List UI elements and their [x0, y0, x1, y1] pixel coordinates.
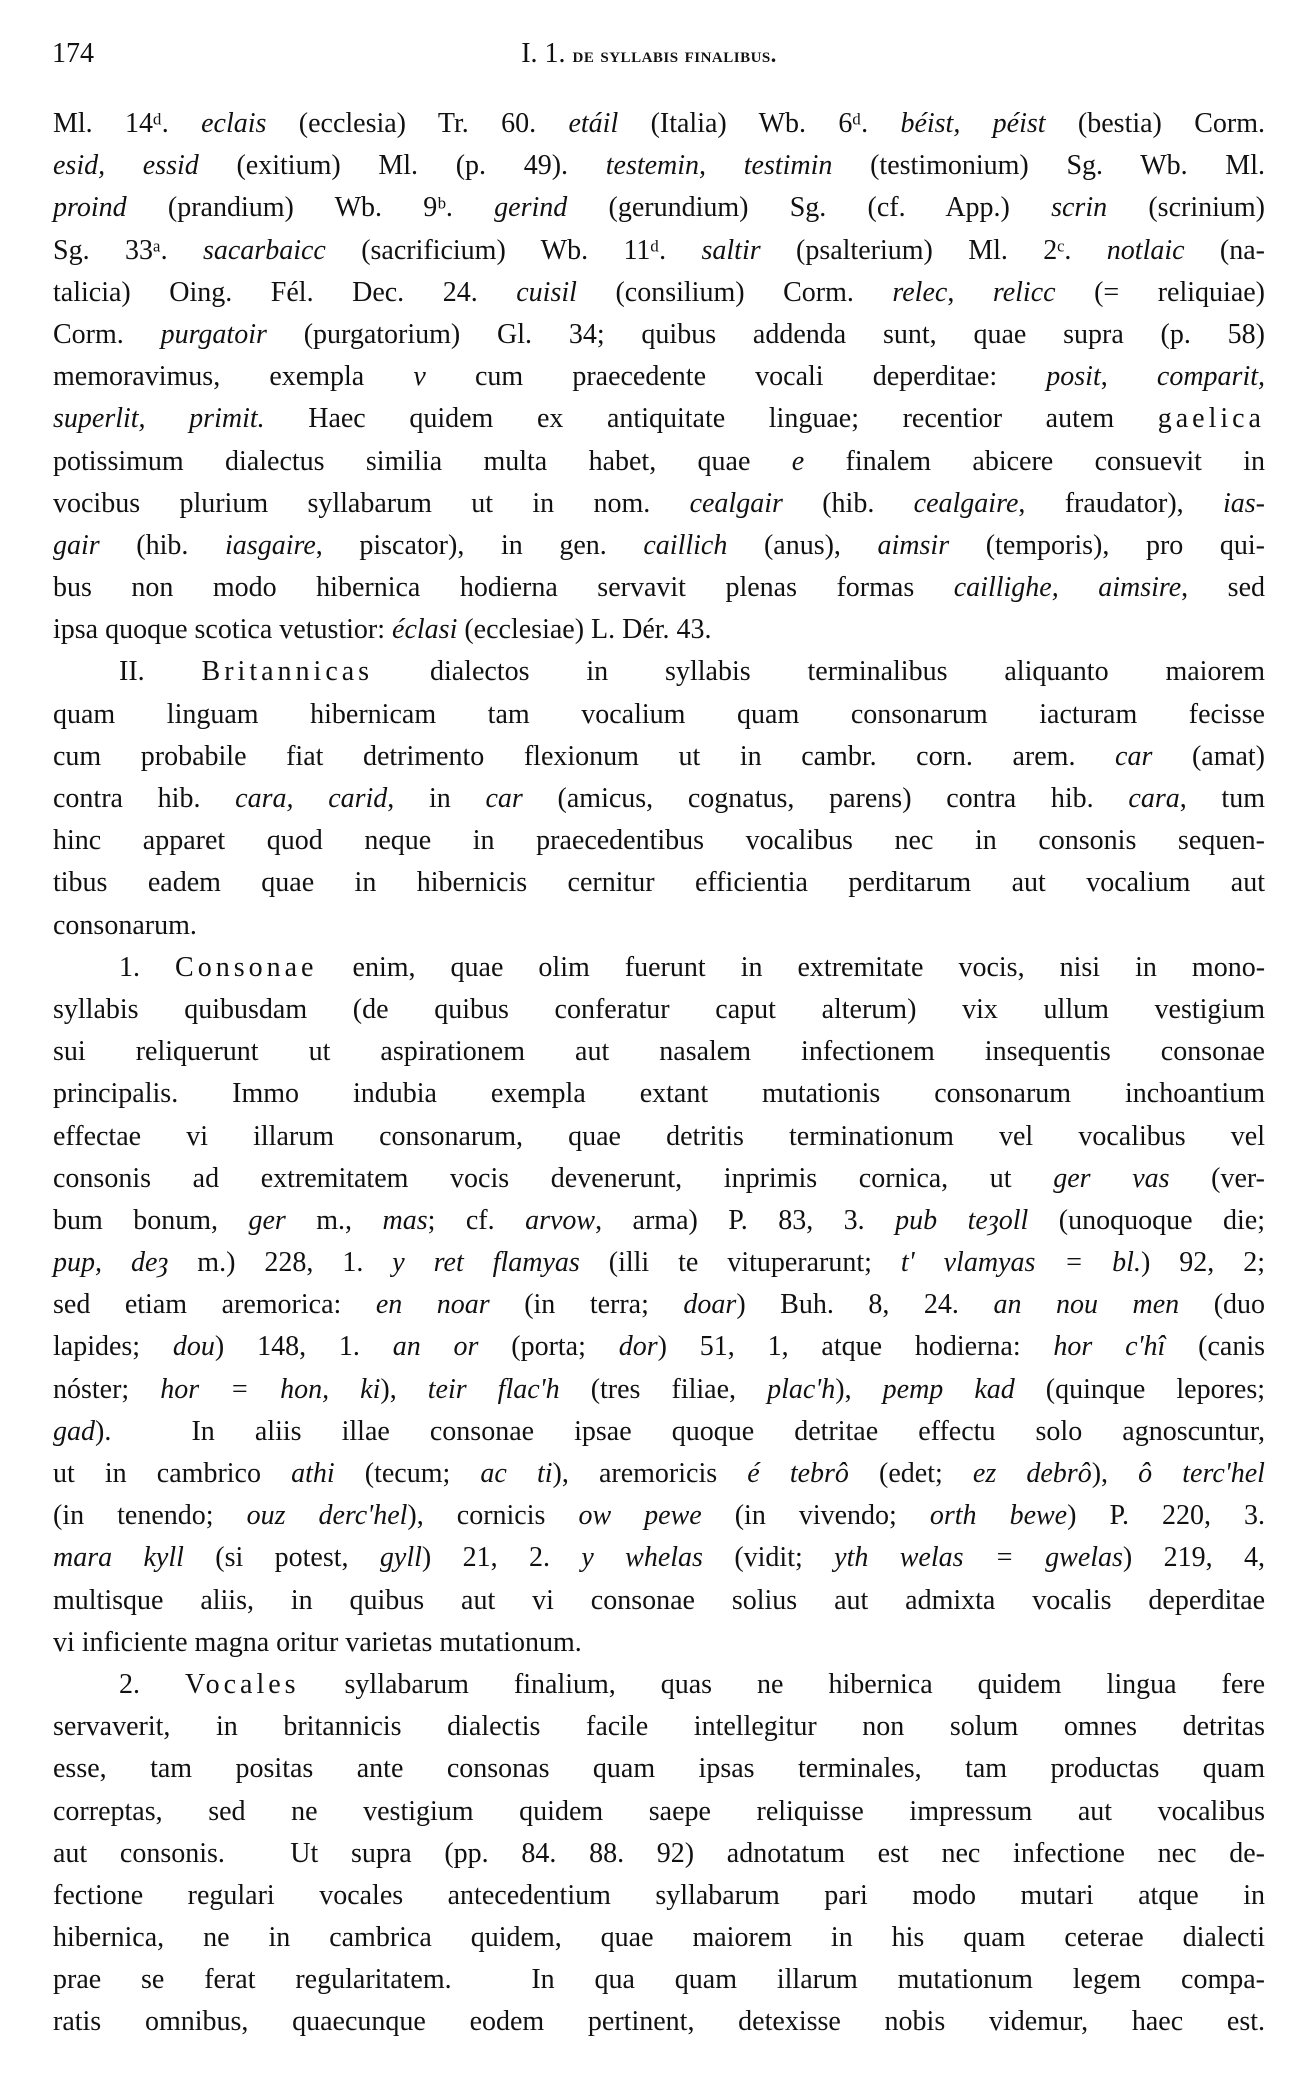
text-run: (duo	[1179, 1289, 1266, 1321]
text-run: prae se ferat regularitatem. In qua quam illarum mutationum legem compa-	[53, 1964, 1265, 1996]
text-run: syllabarum finalium, quas ne hibernica quidem lingua fere	[299, 1668, 1266, 1700]
text-run: (tecum;	[334, 1458, 481, 1489]
text-run: (canis	[1165, 1331, 1266, 1363]
text-line	[53, 989, 1265, 1031]
italic-term: béist, péist	[900, 108, 1046, 139]
italic-term: scrin	[1051, 192, 1108, 224]
text-run: talicia) Oing. Fél. Dec. 24.	[53, 276, 517, 308]
italic-term: gerind	[494, 192, 568, 224]
text-run: (exitium) Ml. (p. 49).	[198, 150, 606, 182]
text-line	[53, 2001, 1265, 2043]
italic-term: gyll	[379, 1542, 422, 1574]
italic-term: pemp kad	[882, 1373, 1015, 1405]
text-run: quam linguam hibernicam tam vocalium quam consonarum iacturam fecisse	[53, 698, 1265, 730]
text-line	[53, 1158, 1265, 1200]
text-line	[53, 736, 1265, 778]
text-run: (psalterium) Ml. 2ᶜ.	[760, 234, 1107, 266]
text-line	[53, 694, 1265, 736]
italic-term: dou	[172, 1331, 215, 1363]
text-line	[53, 525, 1265, 567]
text-run: , tum	[1179, 783, 1265, 814]
text-line	[53, 1031, 1265, 1073]
text-run: principalis. Immo indubia exempla extant mutationis consonarum inchoantium	[53, 1078, 1265, 1110]
text-run: fectione regulari vocales antecedentium syllabarum pari modo mutari atque in	[53, 1879, 1265, 1911]
text-line	[53, 1411, 1265, 1453]
italic-term: cealgaire	[913, 487, 1019, 519]
text-run: II.	[119, 656, 202, 688]
italic-term: athi	[291, 1458, 335, 1489]
text-line	[53, 356, 1265, 398]
spaced-emphasis: gaelica	[1157, 403, 1265, 435]
text-run: ,	[947, 276, 993, 308]
italic-term: dor	[618, 1331, 658, 1363]
italic-term: relec	[892, 276, 948, 308]
italic-term: doar	[683, 1289, 737, 1321]
text-line	[53, 1706, 1265, 1748]
text-run: ratis omnibus, quaecunque eodem pertinent, detexisse nobis videmur, haec est.	[53, 2006, 1265, 2038]
italic-term: aimsir	[877, 529, 950, 561]
text-run: ) P. 220, 3.	[1067, 1500, 1266, 1532]
italic-term: purgatoir	[160, 318, 267, 350]
text-line	[53, 651, 1265, 693]
italic-term: hor c'hî	[1053, 1331, 1166, 1363]
italic-term: pub teȝoll	[895, 1204, 1029, 1236]
text-run: , piscator), in gen.	[315, 529, 644, 561]
text-run: (in tenendo;	[53, 1500, 247, 1532]
text-line	[53, 1242, 1265, 1284]
text-run: ) 148, 1.	[214, 1331, 393, 1363]
text-line	[53, 1200, 1265, 1242]
text-run: (in terra;	[489, 1289, 684, 1321]
text-run: ),	[1091, 1458, 1139, 1489]
italic-term: ouz derc'hel	[246, 1500, 408, 1532]
text-line	[53, 272, 1265, 314]
text-line	[53, 145, 1265, 187]
italic-term: relicc	[992, 276, 1056, 308]
text-run: ut in cambrico	[53, 1458, 292, 1489]
italic-term: ow pewe	[578, 1500, 702, 1532]
text-run: (in vivendo;	[701, 1500, 930, 1532]
italic-term: pup, deȝ	[53, 1247, 169, 1279]
text-run: ) Buh. 8, 24.	[736, 1289, 994, 1321]
text-run: (vidit;	[702, 1542, 835, 1574]
text-run: memoravimus, exempla	[53, 361, 414, 393]
italic-term: plac'h	[767, 1373, 836, 1405]
text-run: consonis ad extremitatem vocis devenerunt, inprimis cornica, ut	[53, 1162, 1054, 1194]
text-run: (na-	[1184, 234, 1266, 266]
spaced-emphasis: Consonae	[175, 951, 318, 983]
text-run: (amicus, cognatus, parens) contra hib.	[522, 783, 1129, 814]
text-line	[53, 862, 1265, 904]
text-run: , arma) P. 83, 3.	[595, 1204, 896, 1236]
text-run: (= reliquiae)	[1055, 276, 1265, 308]
text-run: ipsa quoque scotica vetustior:	[53, 614, 393, 646]
italic-term: v	[413, 361, 426, 393]
italic-term: esid, essid	[53, 150, 199, 182]
body-text	[53, 103, 1265, 2044]
italic-term: hor = hon, ki	[160, 1373, 381, 1405]
text-run: ) 21, 2.	[421, 1542, 582, 1574]
text-run: Ml. 14ᵈ.	[53, 108, 202, 139]
italic-term: iasgaire	[225, 529, 316, 561]
text-line	[53, 398, 1265, 440]
text-line	[53, 1917, 1265, 1959]
text-line	[53, 1748, 1265, 1790]
running-head	[0, 38, 1298, 70]
text-run: nóster;	[53, 1373, 161, 1405]
text-run: ) 51, 1, atque hodierna:	[657, 1331, 1054, 1363]
text-run: ). In aliis illae consonae ipsae quoque detritae effectu solo agnoscuntur,	[95, 1415, 1265, 1447]
text-run: esse, tam positas ante consonas quam ipsas terminales, tam productas quam	[53, 1753, 1265, 1785]
italic-term: an nou men	[993, 1289, 1180, 1321]
text-line	[53, 778, 1265, 820]
text-run: tibus eadem quae in hibernicis cernitur efficientia perditarum aut vocalium aut	[53, 867, 1265, 899]
text-line	[53, 1495, 1265, 1537]
text-line	[53, 609, 1265, 651]
text-line	[53, 1875, 1265, 1917]
text-run: (edet;	[848, 1458, 973, 1489]
text-run: lapides;	[53, 1331, 173, 1363]
italic-term: proind	[53, 192, 127, 224]
italic-term: posit	[1046, 361, 1101, 393]
text-run: contra hib.	[53, 783, 236, 814]
text-line	[53, 1791, 1265, 1833]
italic-term: mas	[382, 1204, 428, 1236]
italic-term: e	[791, 445, 805, 477]
italic-term: caillighe, aimsire	[953, 572, 1182, 604]
text-run: (anus),	[727, 529, 878, 561]
italic-term: cara, carid	[235, 783, 388, 814]
text-line	[53, 820, 1265, 862]
italic-term: arvow	[525, 1204, 596, 1236]
text-run: ), aremoricis	[552, 1458, 748, 1489]
italic-term: é tebrô	[747, 1458, 849, 1489]
text-line	[53, 1369, 1265, 1411]
italic-term: ger vas	[1053, 1162, 1170, 1194]
text-run: (amat)	[1152, 740, 1266, 772]
text-line	[53, 905, 1265, 947]
text-line	[53, 1622, 1265, 1664]
italic-term: en noar	[375, 1289, 490, 1321]
text-run: finalem abicere consuevit in	[804, 445, 1266, 477]
text-run: (quinque lepores;	[1014, 1373, 1266, 1405]
text-run: m.,	[285, 1204, 383, 1236]
text-run: , in	[387, 783, 486, 814]
italic-term: superlit, primit.	[53, 403, 265, 435]
italic-term: yth welas = gwelas	[834, 1542, 1123, 1574]
text-line	[53, 441, 1265, 483]
text-run: multisque aliis, in quibus aut vi consonae solius aut admixta vocalis deperditae	[53, 1584, 1265, 1616]
text-run: (ecclesia) Tr. 60.	[266, 108, 569, 139]
text-line	[53, 1580, 1265, 1622]
italic-term: gad	[53, 1415, 95, 1447]
italic-term: teir flac'h	[427, 1373, 560, 1405]
text-run: ),	[835, 1373, 883, 1405]
text-run: (consilium) Corm.	[576, 276, 893, 308]
text-run: cum probabile fiat detrimento flexionum ut in cambr. corn. arem.	[53, 740, 1116, 772]
text-line	[53, 1959, 1265, 2001]
text-line	[53, 1664, 1265, 1706]
text-line	[53, 187, 1265, 229]
text-run: sed etiam aremorica:	[53, 1289, 376, 1321]
italic-term: comparit,	[1156, 361, 1266, 393]
italic-term: testemin, testimin	[605, 150, 833, 182]
italic-term: orth bewe	[929, 1500, 1068, 1532]
text-run: ),	[380, 1373, 428, 1405]
text-run: (ecclesiae) L. Dér. 43.	[457, 614, 712, 646]
italic-term: car	[485, 783, 523, 814]
italic-term: saltir	[701, 234, 761, 266]
text-run: Sg. 33ᵃ.	[53, 234, 203, 266]
text-run: (porta;	[478, 1331, 619, 1363]
text-run: (sacrificium) Wb. 11ᵈ.	[325, 234, 702, 266]
text-run: , sed	[1181, 572, 1265, 604]
italic-term: gair	[53, 529, 100, 561]
text-line	[53, 1326, 1265, 1368]
text-run: (Italia) Wb. 6ᵈ.	[618, 108, 901, 139]
italic-term: y whelas	[581, 1542, 703, 1574]
italic-term: ger	[248, 1204, 286, 1236]
text-run: hinc apparet quod neque in praecedentibus vocalibus nec in consonis sequen-	[53, 825, 1265, 857]
text-run: aut consonis. Ut supra (pp. 84. 88. 92) adnotatum est nec infectione nec de-	[53, 1837, 1265, 1869]
text-line	[53, 314, 1265, 356]
text-line	[53, 230, 1265, 272]
spaced-emphasis: Britannicas	[201, 656, 374, 688]
text-run: ; cf.	[427, 1204, 526, 1236]
text-run: dialectos in syllabis terminalibus aliquanto maiorem	[373, 656, 1265, 688]
italic-term: ias-	[1223, 487, 1265, 519]
text-run: ), cornicis	[407, 1500, 579, 1532]
text-run: servaverit, in britannicis dialectis facile intellegitur non solum omnes detritas	[53, 1711, 1265, 1743]
text-run: , fraudator),	[1018, 487, 1223, 519]
text-run: (ver-	[1169, 1162, 1266, 1194]
italic-term: ac ti	[480, 1458, 553, 1489]
text-run: (illi te vituperarunt;	[579, 1247, 901, 1279]
italic-term: notlaic	[1106, 234, 1185, 266]
text-run: ) 92, 2;	[1140, 1247, 1265, 1279]
text-run: ) 219, 4,	[1122, 1542, 1265, 1574]
text-run: sui reliquerunt ut aspirationem aut nasalem infectionem insequentis consonae	[53, 1036, 1265, 1068]
section-number: I. 1.	[521, 38, 573, 69]
italic-term: ez debrô	[972, 1458, 1092, 1489]
text-run: m.) 228, 1.	[168, 1247, 393, 1279]
text-run: Corm.	[53, 318, 161, 350]
text-run: 1.	[119, 951, 176, 983]
text-line	[53, 1073, 1265, 1115]
text-run: (purgatorium) Gl. 34; quibus addenda sunt, quae supra (p. 58)	[266, 318, 1265, 350]
italic-term: car	[1115, 740, 1153, 772]
text-run: hibernica, ne in cambrica quidem, quae maiorem in his quam ceterae dialecti	[53, 1922, 1265, 1954]
text-line	[53, 103, 1265, 145]
text-line	[53, 1453, 1265, 1495]
text-run: cum praecedente vocali deperditae:	[425, 361, 1047, 393]
italic-term: cara	[1128, 783, 1180, 814]
text-run: (scrinium)	[1107, 192, 1265, 224]
italic-term: eclais	[201, 108, 267, 139]
text-run: syllabis quibusdam (de quibus conferatur caput alterum) vix ullum vestigium	[53, 993, 1265, 1025]
text-line	[53, 567, 1265, 609]
italic-term: t' vlamyas = bl.	[900, 1247, 1141, 1279]
text-run: vi inficiente magna oritur varietas mutationum.	[53, 1626, 582, 1658]
text-run: (prandium) Wb. 9ᵇ.	[126, 192, 495, 224]
text-run: (gerundium) Sg. (cf. App.)	[567, 192, 1052, 224]
text-run: bus non modo hibernica hodierna servavit plenas formas	[53, 572, 954, 604]
text-line	[53, 1116, 1265, 1158]
text-run: (testimonium) Sg. Wb. Ml.	[832, 150, 1265, 182]
text-run: (bestia) Corm.	[1045, 108, 1266, 139]
italic-term: cealgair	[689, 487, 783, 519]
italic-term: an or	[392, 1331, 479, 1363]
text-run: (hib.	[782, 487, 914, 519]
text-run: (unoquoque die;	[1028, 1204, 1266, 1236]
text-run: correptas, sed ne vestigium quidem saepe reliquisse impressum aut vocalibus	[53, 1795, 1265, 1827]
italic-term: cuisil	[516, 276, 577, 308]
text-line	[53, 1284, 1265, 1326]
text-run: ,	[1100, 361, 1157, 393]
italic-term: mara kyll	[53, 1542, 184, 1574]
text-line	[53, 1833, 1265, 1875]
text-run: (hib.	[99, 529, 226, 561]
text-run: 2.	[119, 1668, 185, 1700]
text-line	[53, 947, 1265, 989]
text-run: (temporis), pro qui-	[949, 529, 1265, 561]
text-line	[53, 483, 1265, 525]
italic-term: sacarbaicc	[202, 234, 326, 266]
text-run: enim, quae olim fuerunt in extremitate vocis, nisi in mono-	[317, 951, 1266, 983]
italic-term: y ret flamyas	[392, 1247, 580, 1279]
text-run: vocibus plurium syllabarum ut in nom.	[53, 487, 690, 519]
italic-term: ô terc'hel	[1138, 1458, 1265, 1489]
text-line	[53, 1537, 1265, 1579]
text-run: bum bonum,	[53, 1204, 249, 1236]
spaced-emphasis: Vocales	[184, 1668, 300, 1700]
text-run: (si potest,	[183, 1542, 380, 1574]
page-number: 174	[52, 38, 94, 69]
text-run: consonarum.	[53, 909, 197, 941]
text-run: (tres filiae,	[559, 1373, 768, 1405]
italic-term: etáil	[568, 108, 619, 139]
text-run: effectae vi illarum consonarum, quae detritis terminationum vel vocalibus vel	[53, 1120, 1265, 1152]
italic-term: éclasi	[392, 614, 458, 646]
italic-term: caillich	[643, 529, 728, 561]
text-run: Haec quidem ex antiquitate linguae; recentior autem	[264, 403, 1158, 435]
text-run: potissimum dialectus similia multa habet, quae	[53, 445, 792, 477]
chapter-title: de syllabis finalibus.	[572, 42, 777, 67]
